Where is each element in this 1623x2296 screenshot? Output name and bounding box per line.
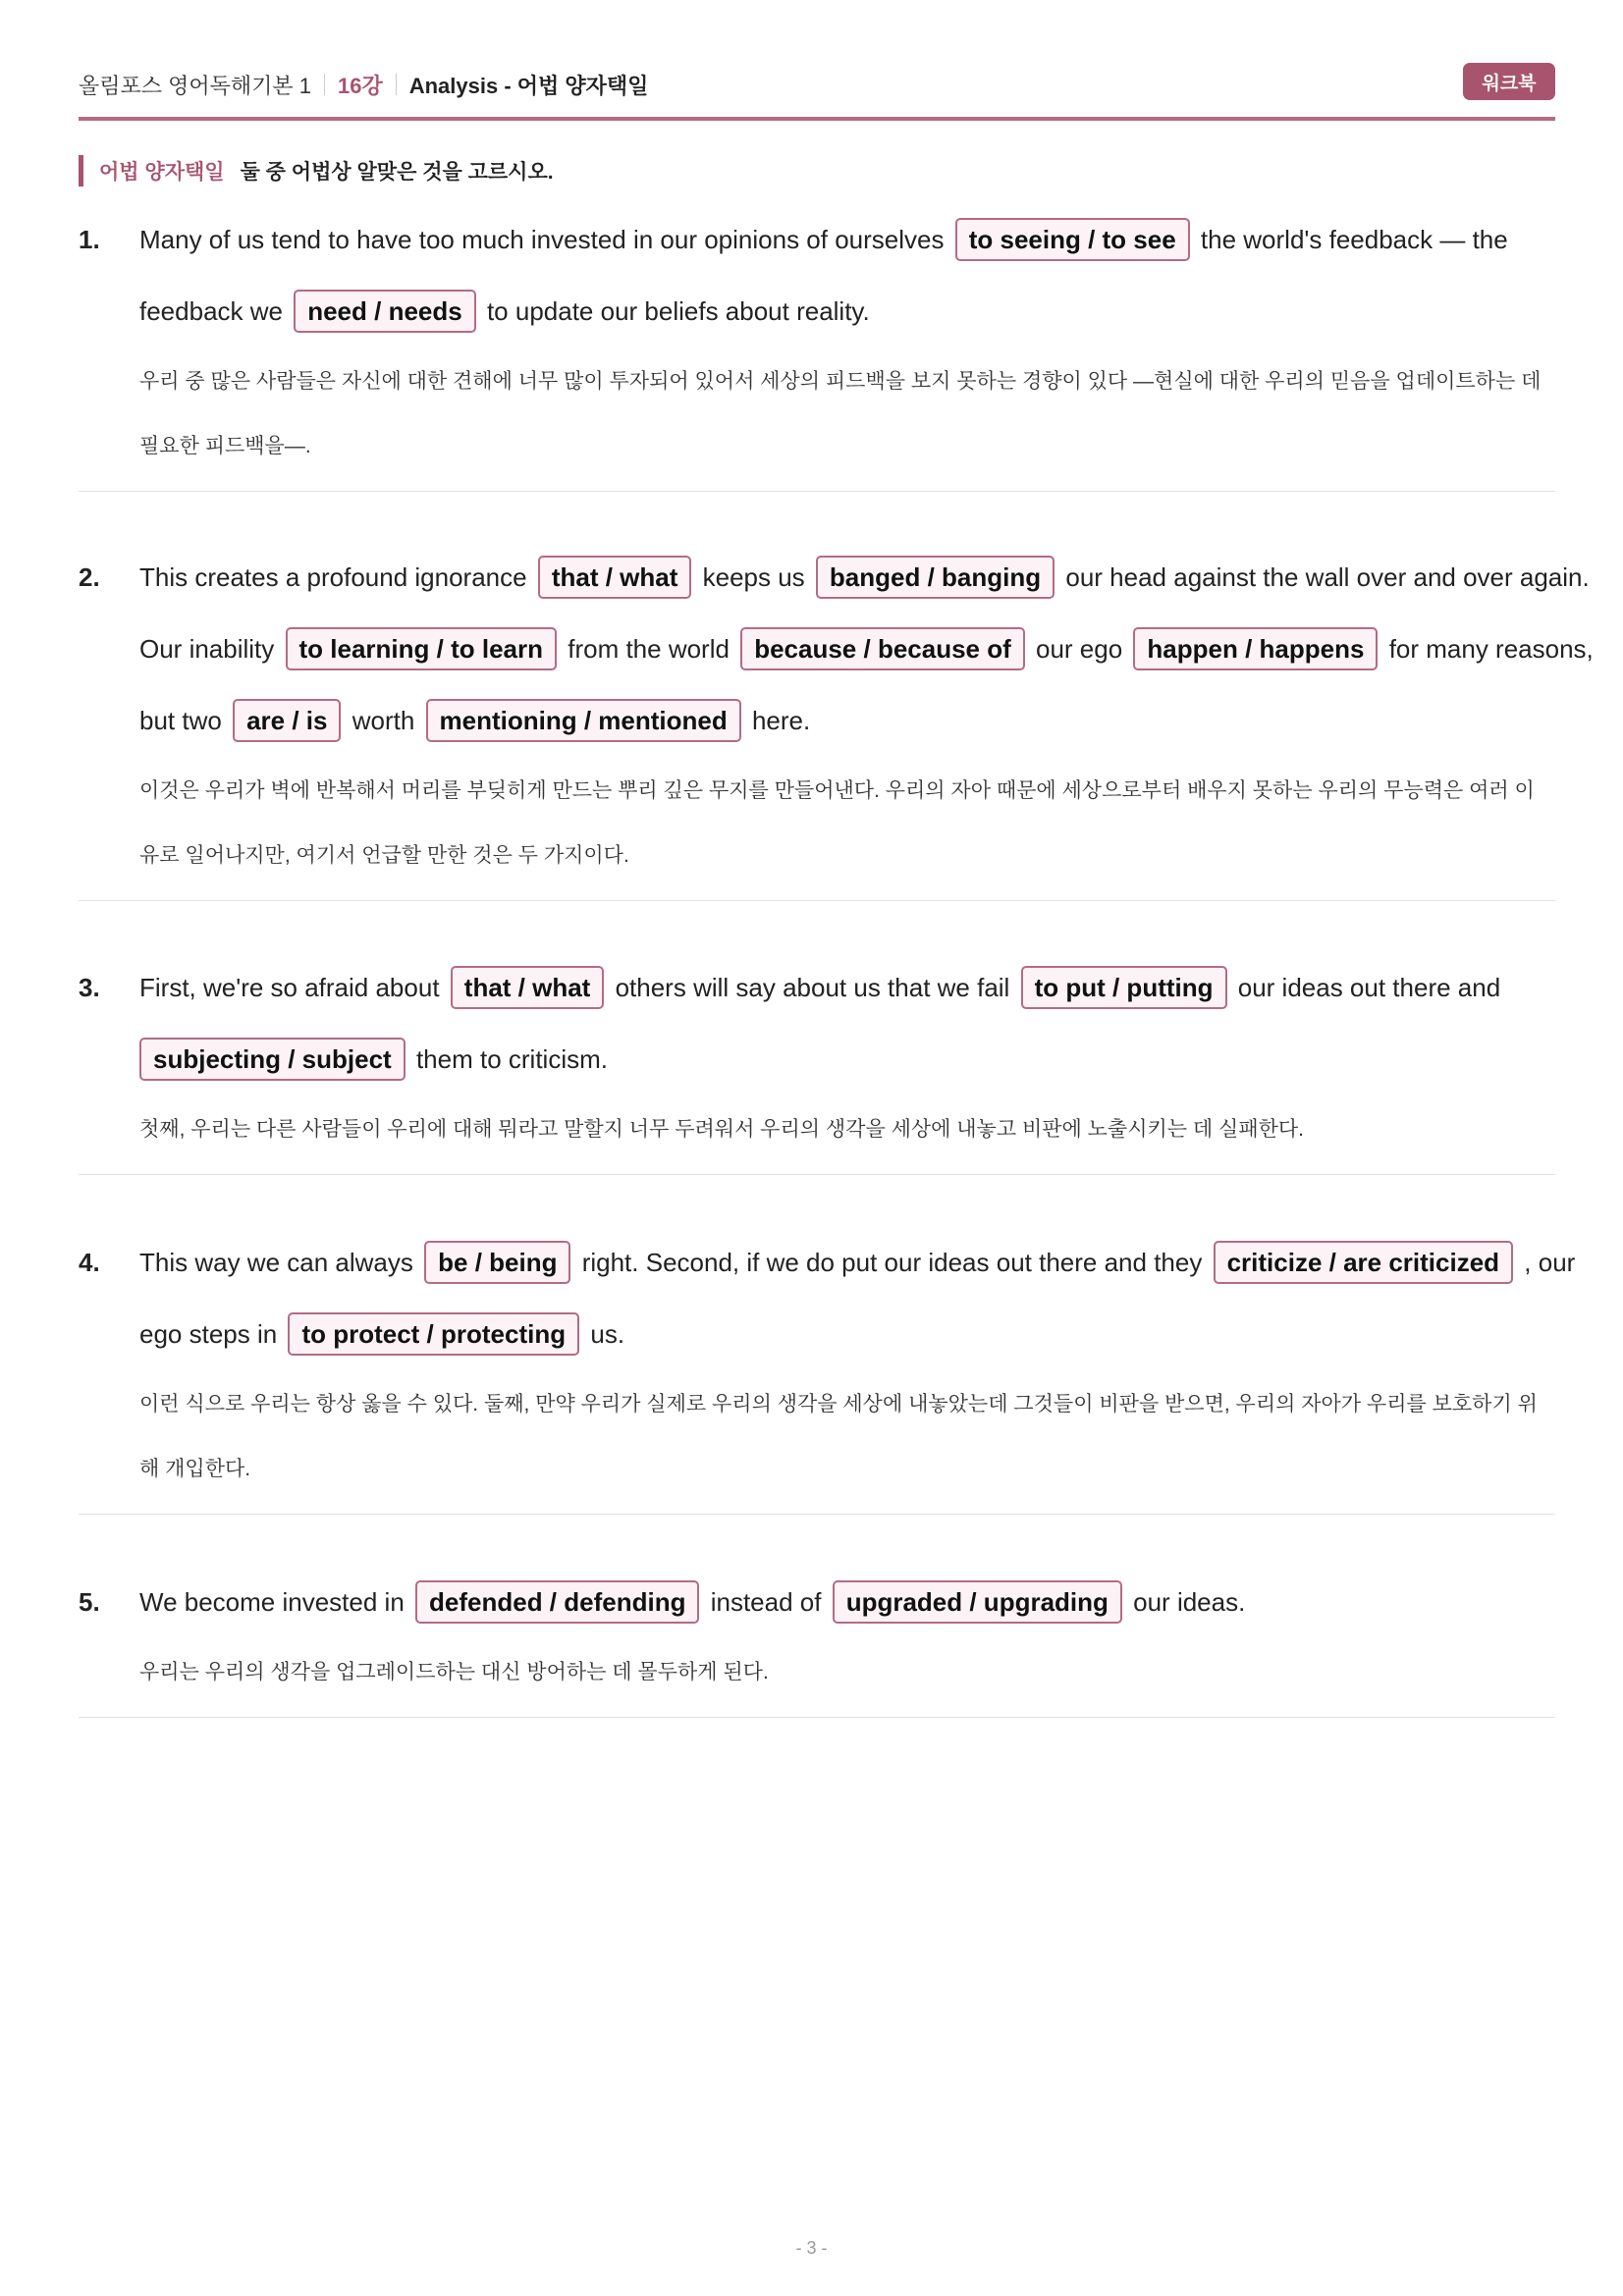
workbook-badge: 워크북	[1463, 63, 1555, 100]
question-line	[139, 1024, 1555, 1095]
sentence-text: , our	[1524, 1248, 1576, 1277]
choice-box[interactable]: are / is	[233, 699, 341, 742]
sentence-text: ego steps in	[139, 1319, 278, 1349]
question-3	[79, 952, 1555, 1175]
korean-translation	[139, 1097, 1555, 1162]
translation-line: 우리는 우리의 생각을 업그레이드하는 대신 방어하는 데 몰두하게 된다.	[139, 1661, 769, 1683]
question-line	[139, 542, 1590, 614]
page-header	[79, 61, 1555, 108]
question-number: 1.	[79, 225, 100, 254]
translation-line: 이것은 우리가 벽에 반복해서 머리를 부딪히게 만드는 뿌리 깊은 무지를 만들어낸다. 우리의 자아 때문에 세상으로부터 배우지 못하는 우리의 무능력은 여러 이	[139, 779, 1535, 802]
sentence-text: feedback we	[139, 296, 283, 326]
sentence-text: This way we can always	[139, 1248, 413, 1277]
header-rule	[79, 117, 1555, 121]
choice-box[interactable]: need / needs	[294, 290, 476, 333]
choice-box[interactable]: mentioning / mentioned	[426, 699, 741, 742]
question-5	[79, 1567, 1555, 1718]
korean-translation	[139, 349, 1555, 479]
choice-box[interactable]: to protect / protecting	[288, 1312, 579, 1356]
choice-box[interactable]: to learning / to learn	[286, 627, 557, 670]
translation-line: 유로 일어나지만, 여기서 언급할 만한 것은 두 가지이다.	[139, 844, 629, 867]
sentence-text: us.	[590, 1319, 625, 1349]
sentence-text: This creates a profound ignorance	[139, 562, 527, 592]
header-divider	[324, 74, 325, 95]
sentence-text: to update our beliefs about reality.	[486, 296, 870, 326]
sentence-text: them to criticism.	[415, 1044, 608, 1074]
sentence-text: for many reasons,	[1388, 634, 1594, 664]
sentence-text: here.	[751, 706, 811, 735]
header-divider	[396, 74, 397, 95]
choice-box[interactable]: upgraded / upgrading	[833, 1580, 1122, 1624]
instruction-text: 둘 중 어법상 알맞은 것을 고르시오.	[240, 161, 554, 184]
question-number: 5.	[79, 1587, 100, 1617]
choice-box[interactable]: that / what	[451, 966, 605, 1009]
choice-box[interactable]: be / being	[424, 1241, 570, 1284]
question-line	[139, 952, 1555, 1024]
choice-box[interactable]: banged / banging	[816, 556, 1055, 599]
question-line	[139, 276, 1555, 347]
lesson-number: 16강	[337, 73, 383, 98]
question-4	[79, 1227, 1576, 1515]
translation-line: 필요한 피드백을—.	[139, 435, 311, 457]
sentence-text: keeps us	[702, 562, 805, 592]
sentence-text: from the world	[568, 634, 730, 664]
question-line	[139, 614, 1594, 685]
sentence-text: our head against the wall over and over again.	[1065, 562, 1590, 592]
question-line	[139, 685, 1555, 757]
translation-line: 해 개입한다.	[139, 1458, 251, 1480]
page-number: - 3 -	[795, 2238, 828, 2258]
sentence-text: worth	[352, 706, 415, 735]
choice-box[interactable]: that / what	[538, 556, 692, 599]
question-1	[79, 204, 1555, 492]
choice-box[interactable]: to seeing / to see	[955, 218, 1190, 261]
sentence-text: Our inability	[139, 634, 275, 664]
question-2	[79, 542, 1594, 901]
sentence-text: our ego	[1036, 634, 1123, 664]
sentence-text: We become invested in	[139, 1587, 405, 1617]
sentence-text: our ideas.	[1133, 1587, 1246, 1617]
sentence-text: Many of us tend to have too much invested in our opinions of ourselves	[139, 225, 945, 254]
question-line	[139, 1299, 1555, 1370]
translation-line: 첫째, 우리는 다른 사람들이 우리에 대해 뭐라고 말할지 너무 두려워서 우리의 생각을 세상에 내놓고 비판에 노출시키는 데 실패한다.	[139, 1118, 1305, 1141]
choice-box[interactable]: criticize / are criticized	[1214, 1241, 1513, 1284]
sentence-text: but two	[139, 706, 222, 735]
instruction-marker	[79, 155, 83, 187]
question-number: 2.	[79, 562, 100, 592]
section-title: Analysis - 어법 양자택일	[408, 73, 649, 98]
choice-box[interactable]: because / because of	[740, 627, 1025, 670]
question-line	[139, 1227, 1576, 1299]
question-number: 3.	[79, 973, 100, 1002]
instruction-label: 어법 양자택일	[99, 161, 225, 184]
book-title: 올림포스 영어독해기본 1	[79, 73, 311, 98]
choice-box[interactable]: to put / putting	[1021, 966, 1227, 1009]
translation-line: 우리 중 많은 사람들은 자신에 대한 견해에 너무 많이 투자되어 있어서 세상의 피드백을 보지 못하는 경향이 있다 —현실에 대한 우리의 믿음을 업데이트하는 데	[139, 370, 1542, 393]
sentence-text: instead of	[710, 1587, 822, 1617]
sentence-text: the world's feedback — the	[1200, 225, 1508, 254]
question-line	[139, 1567, 1555, 1638]
choice-box[interactable]: defended / defending	[415, 1580, 699, 1624]
sentence-text: First, we're so afraid about	[139, 973, 440, 1002]
sentence-text: our ideas out there and	[1237, 973, 1501, 1002]
translation-line: 이런 식으로 우리는 항상 옳을 수 있다. 둘째, 만약 우리가 실제로 우리의 생각을 세상에 내놓았는데 그것들이 비판을 받으면, 우리의 자아가 우리를 보호하기 위	[139, 1393, 1538, 1415]
question-number: 4.	[79, 1248, 100, 1277]
korean-translation	[139, 759, 1555, 888]
instruction	[79, 155, 554, 187]
choice-box[interactable]: subjecting / subject	[139, 1038, 406, 1081]
sentence-text: others will say about us that we fail	[615, 973, 1010, 1002]
choice-box[interactable]: happen / happens	[1133, 627, 1378, 670]
korean-translation	[139, 1640, 1555, 1705]
question-line	[139, 204, 1555, 276]
korean-translation	[139, 1372, 1555, 1502]
sentence-text: right. Second, if we do put our ideas out there and they	[581, 1248, 1203, 1277]
